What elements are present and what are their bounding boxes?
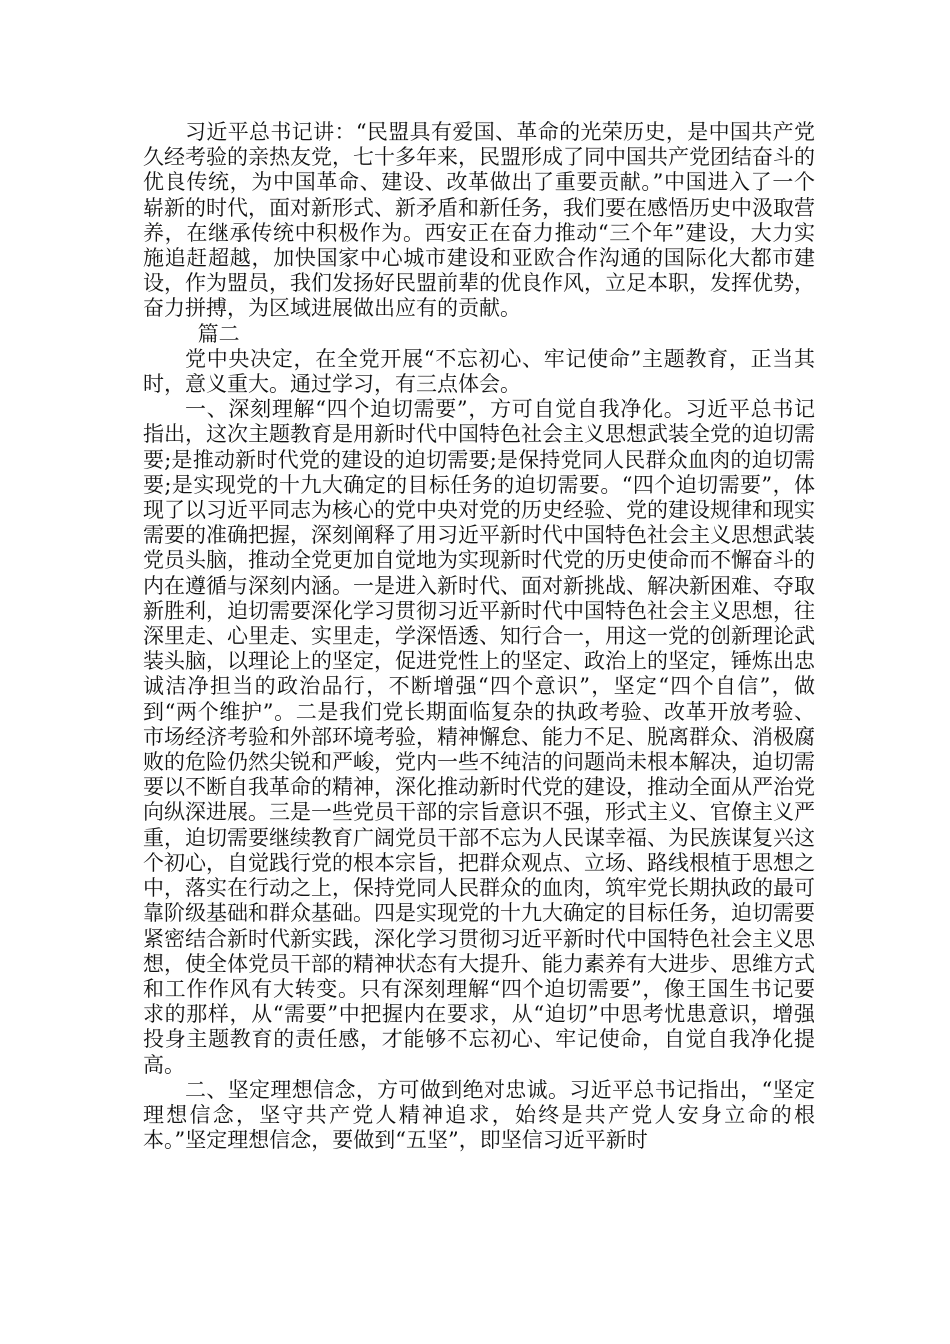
paragraph-theme-education-intro: 党中央决定，在全党开展“不忘初心、牢记使命”主题教育，正当其时，意义重大。通过学习，有三点体会。 [143, 346, 815, 397]
paragraph-four-urgent-needs: 一、深刻理解“四个迫切需要”，方可自觉自我净化。习近平总书记指出，这次主题教育是用新时代中国特色社会主义思想武装全党的迫切需要;是推动新时代党的建设的迫切需要;是保持党同人民群众血肉的迫切需要;是实现党的十九大确定的目标任务的迫切需要。“四个迫切需要”，体现了以习近平同志为核心的党中央对党的历史经验、党的建设规律和现实需要的准确把握，深刻阐释了用习近平新时代中国特色社会主义思想武装党员头脑，推动全党更加自觉地为实现新时代党的历史使命而不懈奋斗的内在遵循与深刻内涵。一是进入新时代、面对新挑战、解决新困难、夺取新胜利，迫切需要深化学习贯彻习近平新时代中国特色社会主义思想，往深里走、心里走、实里走，学深悟透、知行合一，用这一党的创新理论武装头脑，以理论上的坚定，促进党性上的坚定、政治上的坚定，锤炼出忠诚洁净担当的政治品行，不断增强“四个意识”，坚定“四个自信”，做到“两个维护”。二是我们党长期面临复杂的执政考验、改革开放考验、市场经济考验和外部环境考验，精神懈怠、能力不足、脱离群众、消极腐败的危险仍然尖锐和严峻，党内一些不纯洁的问题尚未根本解决，迫切需要以不断自我革命的精神，深化推动新时代党的建设，推动全面从严治党向纵深进展。三是一些党员干部的宗旨意识不强，形式主义、官僚主义严重，迫切需要继续教育广阔党员干部不忘为人民谋幸福、为民族谋复兴这个初心，自觉践行党的根本宗旨，把群众观点、立场、路线根植于思想之中，落实在行动之上，保持党同人民群众的血肉，筑牢党长期执政的最可靠阶级基础和群众基础。四是实现党的十九大确定的目标任务，迫切需要紧密结合新时代新实践，深化学习贯彻习近平新时代中国特色社会主义思想，使全体党员干部的精神状态有大提升、能力素养有大进步、思维方式和工作作风有大转变。只有深刻理解“四个迫切需要”，像王国生书记要求的那样，从“需要”中把握内在要求，从“迫切”中思考忧患意识，增强投身主题教育的责任感，才能够不忘初心、牢记使命，自觉自我净化提高。 [143, 397, 815, 1077]
paragraph-firm-ideals: 二、坚定理想信念，方可做到绝对忠诚。习近平总书记指出，“坚定理想信念，坚守共产党人精神追求，始终是共产党人安身立命的根本。”坚定理想信念，要做到“五坚”，即坚信习近平新时 [143, 1077, 815, 1153]
paragraph-minmeng-history: 习近平总书记讲：“民盟具有爱国、革命的光荣历史，是中国共产党久经考验的亲热友党，七十多年来，民盟形成了同中国共产党团结奋斗的优良传统，为中国革命、建设、改革做出了重要贡献。”中国进入了一个崭新的时代，面对新形式、新矛盾和新任务，我们要在感悟历史中汲取营养，在继承传统中积极作为。西安正在奋力推动“三个年”建设，大力实施追赶超越，加快国家中心城市建设和亚欧合作沟通的国际化大都市建设，作为盟员，我们发扬好民盟前辈的优良作风，立足本职，发挥优势，奋力拼搏，为区域进展做出应有的贡献。 [143, 120, 815, 321]
document-body [143, 120, 815, 1153]
section-heading-pian-er: 篇二 [197, 321, 240, 346]
